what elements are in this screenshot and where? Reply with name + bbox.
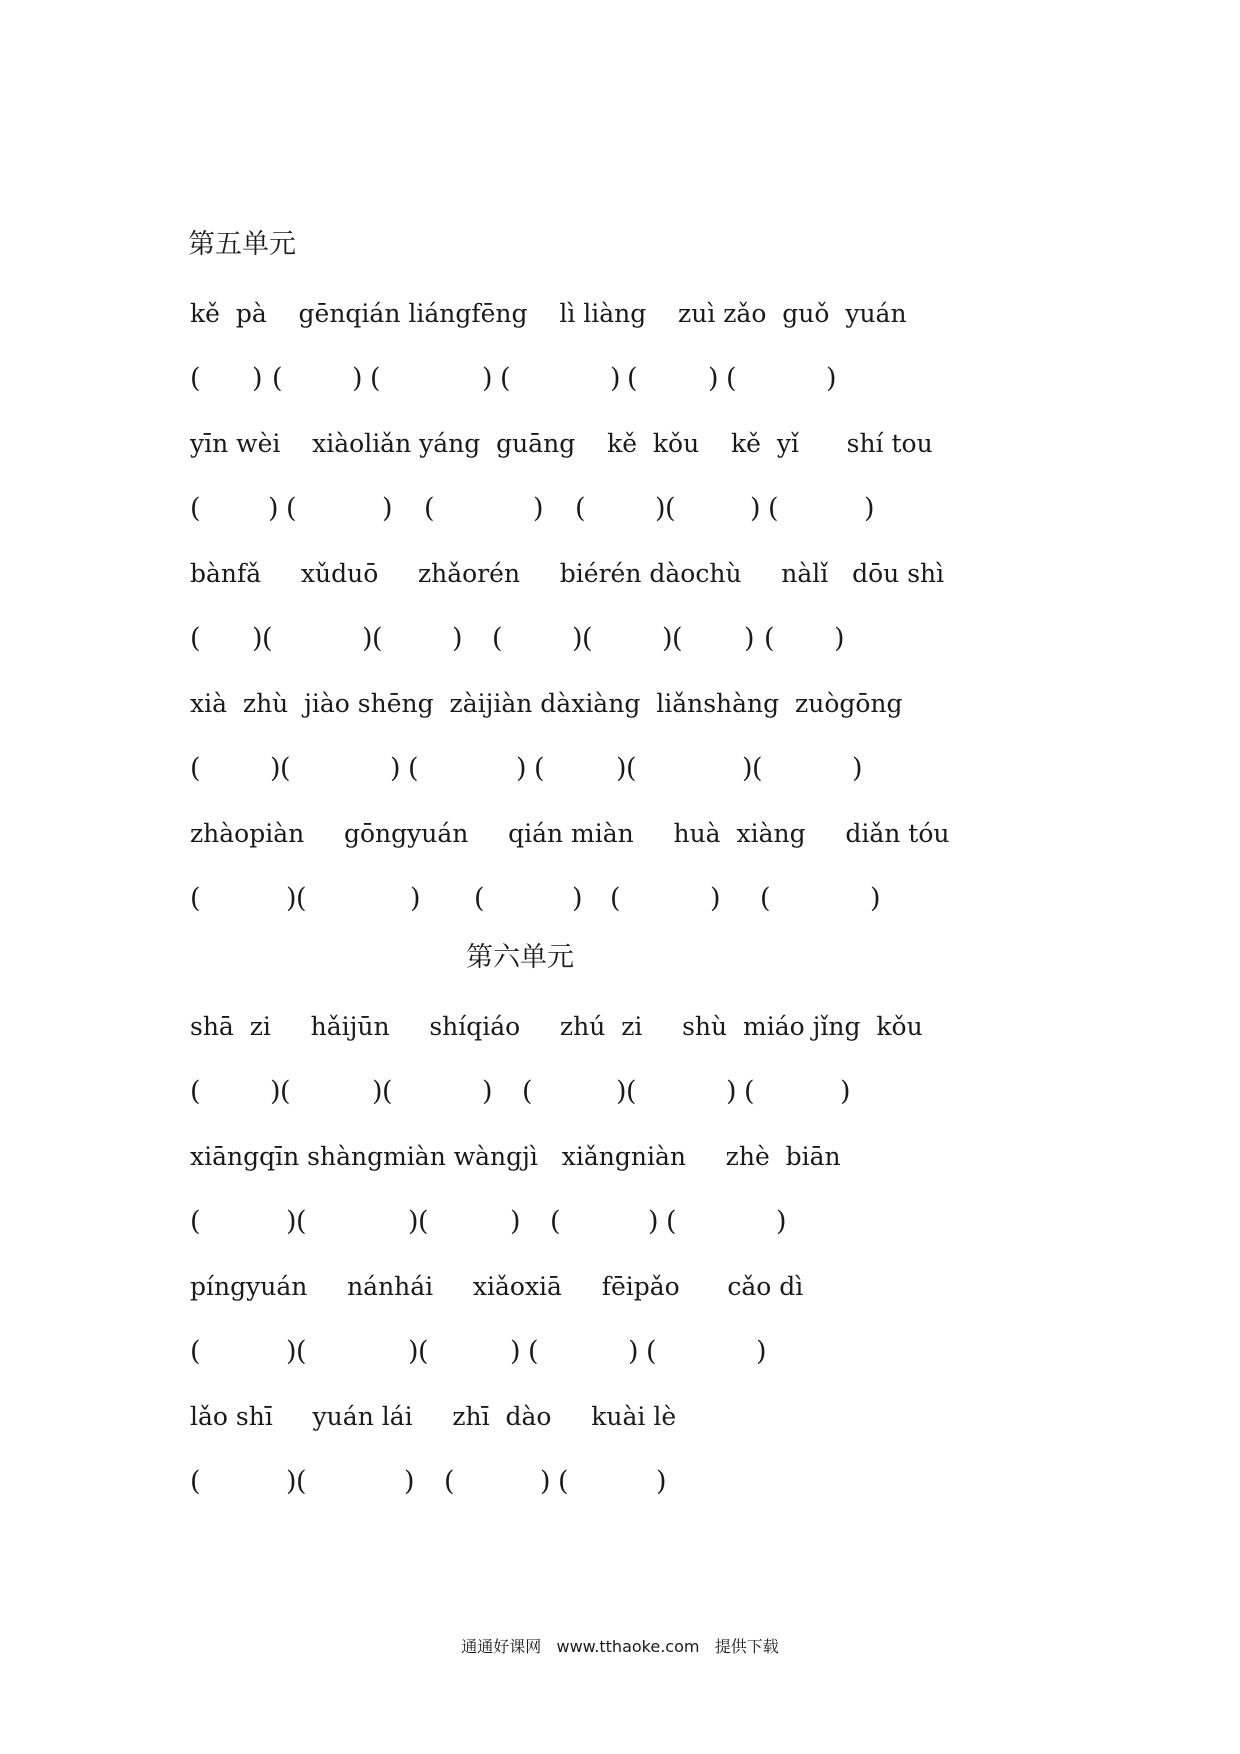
- close-paren: ): [572, 623, 583, 654]
- open-paren: (: [760, 883, 771, 914]
- open-paren: (: [190, 623, 201, 654]
- answer-blank-row[interactable]: [190, 364, 890, 394]
- close-paren: ): [510, 1336, 521, 1367]
- open-paren: (: [626, 1076, 637, 1107]
- open-paren: (: [190, 1076, 201, 1107]
- close-paren: ): [452, 623, 463, 654]
- open-paren: (: [418, 1206, 429, 1237]
- footer-credit: 通通好课网 www.tthaoke.com 提供下载: [461, 1637, 779, 1656]
- close-paren: ): [662, 623, 673, 654]
- pinyin-row: bànfǎ xǔduō zhǎorén biérén dàochù nàlǐ dōu shì: [190, 559, 945, 588]
- close-paren: ): [852, 753, 863, 784]
- close-paren: ): [268, 493, 279, 524]
- answer-blank-row[interactable]: [190, 1337, 890, 1367]
- close-paren: ): [742, 753, 753, 784]
- open-paren: (: [190, 753, 201, 784]
- close-paren: ): [826, 363, 837, 394]
- open-paren: (: [296, 883, 307, 914]
- close-paren: ): [572, 883, 583, 914]
- open-paren: (: [296, 1466, 307, 1497]
- open-paren: (: [286, 493, 297, 524]
- pinyin-row: yīn wèi xiàoliǎn yáng guāng kě kǒu kě yǐ shí tou: [190, 429, 933, 458]
- open-paren: (: [646, 1336, 657, 1367]
- close-paren: ): [616, 1076, 627, 1107]
- close-paren: ): [252, 363, 263, 394]
- close-paren: ): [404, 1466, 415, 1497]
- open-paren: (: [764, 623, 775, 654]
- close-paren: ): [372, 1076, 383, 1107]
- open-paren: (: [550, 1206, 561, 1237]
- close-paren: ): [834, 623, 845, 654]
- close-paren: ): [616, 753, 627, 784]
- close-paren: ): [408, 1206, 419, 1237]
- answer-blank-row[interactable]: [190, 494, 890, 524]
- close-paren: ): [540, 1466, 551, 1497]
- open-paren: (: [370, 363, 381, 394]
- close-paren: ): [286, 1466, 297, 1497]
- close-paren: ): [864, 493, 875, 524]
- open-paren: (: [610, 883, 621, 914]
- open-paren: (: [296, 1336, 307, 1367]
- open-paren: (: [382, 1076, 393, 1107]
- pinyin-row: píngyuán nánhái xiǎoxiā fēipǎo cǎo dì: [190, 1272, 804, 1301]
- open-paren: (: [408, 753, 419, 784]
- close-paren: ): [610, 363, 621, 394]
- close-paren: ): [510, 1206, 521, 1237]
- close-paren: ): [286, 883, 297, 914]
- open-paren: (: [522, 1076, 533, 1107]
- close-paren: ): [390, 753, 401, 784]
- open-paren: (: [575, 493, 586, 524]
- open-paren: (: [190, 883, 201, 914]
- pinyin-row: kě pà gēnqián liángfēng lì liàng zuì zǎo guǒ yuán: [190, 299, 907, 328]
- open-paren: (: [627, 363, 638, 394]
- close-paren: ): [708, 363, 719, 394]
- close-paren: ): [726, 1076, 737, 1107]
- open-paren: (: [444, 1466, 455, 1497]
- answer-blank-row[interactable]: [190, 624, 890, 654]
- close-paren: ): [776, 1206, 787, 1237]
- close-paren: ): [628, 1336, 639, 1367]
- close-paren: ): [252, 623, 263, 654]
- open-paren: (: [665, 493, 676, 524]
- open-paren: (: [768, 493, 779, 524]
- open-paren: (: [262, 623, 273, 654]
- close-paren: ): [352, 363, 363, 394]
- close-paren: ): [533, 493, 544, 524]
- open-paren: (: [744, 1076, 755, 1107]
- answer-blank-row[interactable]: [190, 1467, 890, 1497]
- open-paren: (: [418, 1336, 429, 1367]
- close-paren: ): [870, 883, 881, 914]
- open-paren: (: [280, 753, 291, 784]
- open-paren: (: [666, 1206, 677, 1237]
- answer-blank-row[interactable]: [190, 884, 890, 914]
- pinyin-row: xiāngqīn shàngmiàn wàngjì xiǎngniàn zhè biān: [190, 1142, 841, 1171]
- pinyin-row: xià zhù jiào shēng zàijiàn dàxiàng liǎnshàng zuògōng: [190, 689, 903, 718]
- open-paren: (: [500, 363, 511, 394]
- open-paren: (: [372, 623, 383, 654]
- close-paren: ): [362, 623, 373, 654]
- close-paren: ): [656, 1466, 667, 1497]
- open-paren: (: [280, 1076, 291, 1107]
- close-paren: ): [744, 623, 755, 654]
- open-paren: (: [190, 1206, 201, 1237]
- unit5-title: 第五单元: [188, 229, 296, 260]
- open-paren: (: [534, 753, 545, 784]
- close-paren: ): [655, 493, 666, 524]
- close-paren: ): [756, 1336, 767, 1367]
- open-paren: (: [474, 883, 485, 914]
- close-paren: ): [482, 1076, 493, 1107]
- open-paren: (: [492, 623, 503, 654]
- close-paren: ): [408, 1336, 419, 1367]
- open-paren: (: [528, 1336, 539, 1367]
- close-paren: ): [750, 493, 761, 524]
- open-paren: (: [296, 1206, 307, 1237]
- answer-blank-row[interactable]: [190, 1207, 890, 1237]
- pinyin-row: shā zi hǎijūn shíqiáo zhú zi shù miáo jǐng kǒu: [190, 1012, 923, 1041]
- close-paren: ): [382, 493, 393, 524]
- open-paren: (: [190, 363, 201, 394]
- close-paren: ): [286, 1206, 297, 1237]
- open-paren: (: [272, 363, 283, 394]
- open-paren: (: [190, 493, 201, 524]
- open-paren: (: [582, 623, 593, 654]
- pinyin-row: zhàopiàn gōngyuán qián miàn huà xiàng diǎn tóu: [190, 819, 950, 848]
- close-paren: ): [286, 1336, 297, 1367]
- close-paren: ): [482, 363, 493, 394]
- open-paren: (: [558, 1466, 569, 1497]
- close-paren: ): [710, 883, 721, 914]
- close-paren: ): [648, 1206, 659, 1237]
- open-paren: (: [626, 753, 637, 784]
- close-paren: ): [840, 1076, 851, 1107]
- pinyin-row: lǎo shī yuán lái zhī dào kuài lè: [190, 1402, 677, 1431]
- open-paren: (: [190, 1336, 201, 1367]
- close-paren: ): [270, 1076, 281, 1107]
- answer-blank-row[interactable]: [190, 754, 890, 784]
- answer-blank-row[interactable]: [190, 1077, 890, 1107]
- open-paren: (: [726, 363, 737, 394]
- close-paren: ): [410, 883, 421, 914]
- close-paren: ): [516, 753, 527, 784]
- open-paren: (: [672, 623, 683, 654]
- unit6-title: 第六单元: [466, 942, 574, 973]
- open-paren: (: [424, 493, 435, 524]
- close-paren: ): [270, 753, 281, 784]
- open-paren: (: [190, 1466, 201, 1497]
- open-paren: (: [752, 753, 763, 784]
